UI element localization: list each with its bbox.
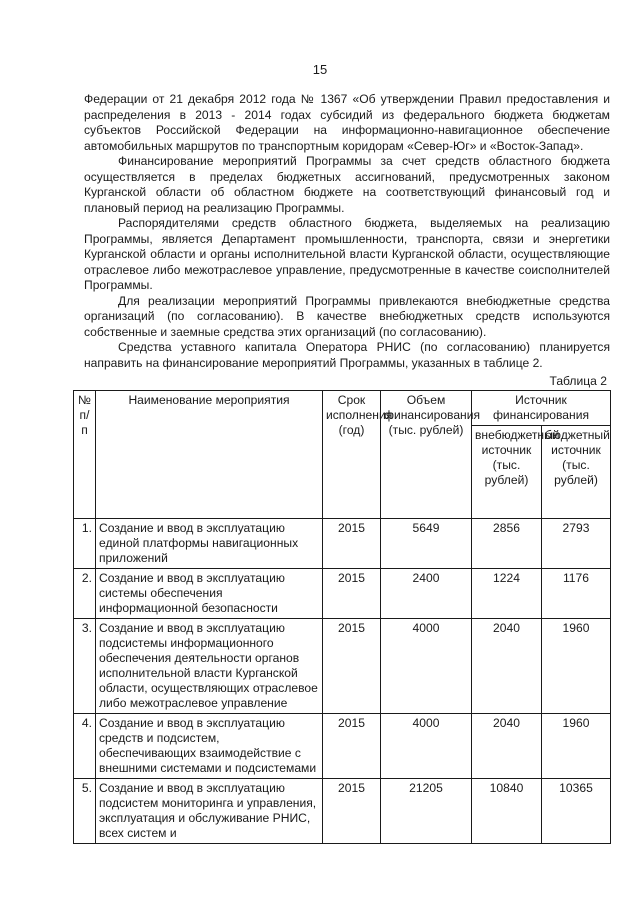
row-name: Создание и ввод в эксплуатацию средств и подсистем, обеспечивающих взаимодействие с внешними системами и подсистемами (96, 714, 323, 779)
row-num: 1. (74, 519, 96, 569)
row-offbudget: 2040 (472, 619, 542, 714)
header-source: Источник финансирования (472, 391, 611, 426)
row-name: Создание и ввод в эксплуатацию подсистемы информационного обеспечения деятельности органов исполнительной власти Курганской области, осуществляющих отраслевое либо межотраслевое управление (96, 619, 323, 714)
table-caption: Таблица 2 (549, 374, 607, 388)
body-text (84, 92, 610, 371)
row-name: Создание и ввод в эксплуатацию системы обеспечения информационной безопасности (96, 569, 323, 619)
row-budget: 1176 (542, 569, 611, 619)
row-volume: 21205 (381, 779, 472, 844)
paragraph: Распорядителями средств областного бюджета, выделяемых на реализацию Программы, является Департамент промышленности, транспорта, связи и энергетики Курганской области и органы исполнительной власти Курганской области, осуществляющие отраслевое либо межотраслевое управление, предусмотренные в качестве соисполнителей Программы. (84, 216, 610, 292)
row-num: 2. (74, 569, 96, 619)
header-volume: Объем финансирования (тыс. рублей) (381, 391, 472, 519)
row-budget: 2793 (542, 519, 611, 569)
paragraph: Федерации от 21 декабря 2012 года № 1367 «Об утверждении Правил предоставления и распределения в 2013 - 2014 годах субсидий из федерального бюджета бюджетам субъектов Российской Федерации на информационно-навигационное обеспечение автомобильных маршрутов по транспортным коридорам «Север-Юг» и «Восток-Запад». (84, 92, 610, 153)
row-num: 5. (74, 779, 96, 844)
header-term: Срок исполнения (год) (323, 391, 381, 519)
row-term: 2015 (323, 779, 381, 844)
row-name: Создание и ввод в эксплуатацию подсистем мониторинга и управления, эксплуатация и обслуживание РНИС, всех систем и (96, 779, 323, 844)
row-name: Создание и ввод в эксплуатацию единой платформы навигационных приложений (96, 519, 323, 569)
row-offbudget: 2856 (472, 519, 542, 569)
paragraph: Средства уставного капитала Оператора РНИС (по согласованию) планируется направить на финансирование мероприятий Программы, указанных в таблице 2. (84, 340, 610, 370)
row-term: 2015 (323, 714, 381, 779)
header-name: Наименование мероприятия (96, 391, 323, 519)
table-row (74, 619, 611, 714)
row-budget: 1960 (542, 619, 611, 714)
row-offbudget: 10840 (472, 779, 542, 844)
row-volume: 2400 (381, 569, 472, 619)
row-offbudget: 1224 (472, 569, 542, 619)
table-row (74, 779, 611, 844)
header-num: № п/п (74, 391, 96, 519)
paragraph: Финансирование мероприятий Программы за счет средств областного бюджета осуществляется в пределах бюджетных ассигнований, предусмотренных законом Курганской области об областном бюджете на соответствующий финансовый год и плановый период на реализацию Программы. (84, 154, 610, 215)
row-volume: 5649 (381, 519, 472, 569)
row-volume: 4000 (381, 619, 472, 714)
row-term: 2015 (323, 569, 381, 619)
table-row (74, 519, 611, 569)
header-budget: бюджетный источник (тыс. рублей) (542, 426, 611, 519)
header-offbudget: внебюджетный источник (тыс. рублей) (472, 426, 542, 519)
row-num: 4. (74, 714, 96, 779)
paragraph: Для реализации мероприятий Программы привлекаются внебюджетные средства организаций (по согласованию). В качестве внебюджетных средств используются собственные и заемные средства этих организаций (по согласованию). (84, 293, 610, 339)
row-volume: 4000 (381, 714, 472, 779)
row-budget: 1960 (542, 714, 611, 779)
row-offbudget: 2040 (472, 714, 542, 779)
row-budget: 10365 (542, 779, 611, 844)
row-term: 2015 (323, 519, 381, 569)
page-number: 15 (312, 62, 328, 77)
table-header-row (74, 391, 611, 426)
table-row (74, 569, 611, 619)
row-num: 3. (74, 619, 96, 714)
row-term: 2015 (323, 619, 381, 714)
measures-table (73, 390, 611, 844)
table-row (74, 714, 611, 779)
